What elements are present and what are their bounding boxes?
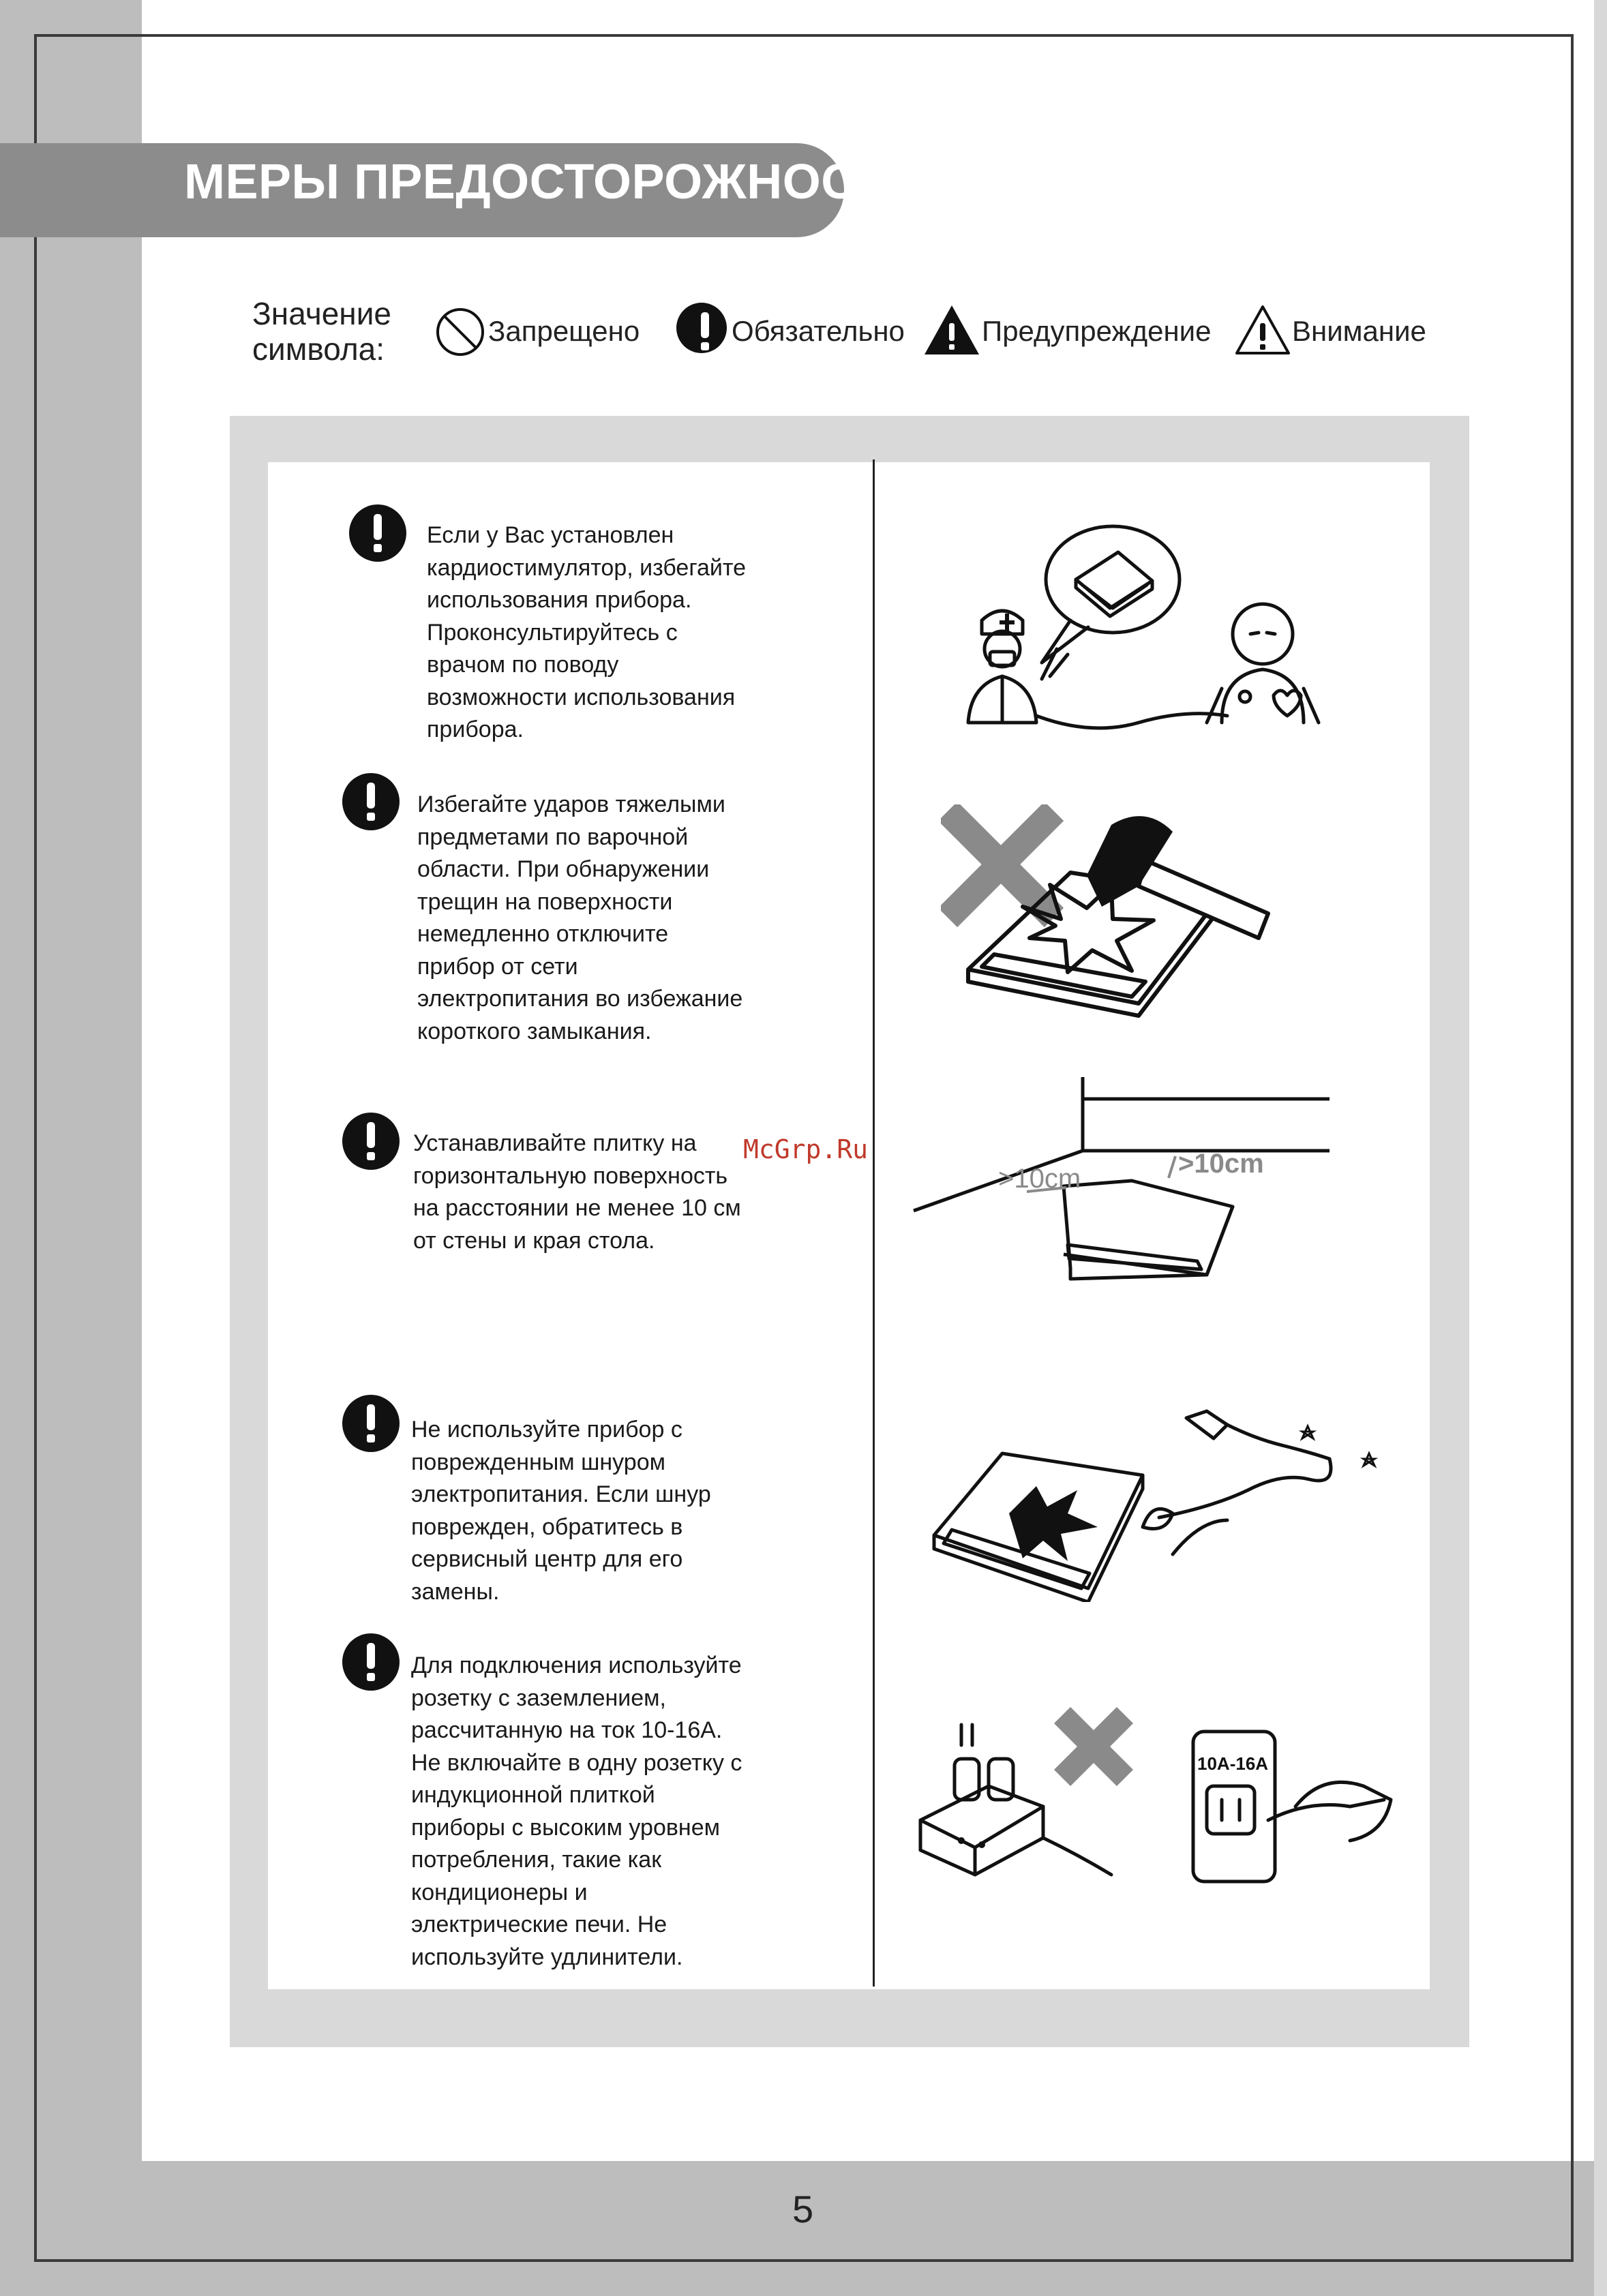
hammer-impact-illustration: [941, 804, 1295, 1029]
legend-warning-label: Предупреждение: [982, 315, 1212, 347]
mandatory-icon: [342, 1633, 400, 1691]
socket-usage-illustration: [914, 1704, 1418, 1909]
item-text-damaged-cord: Не используйте прибор с поврежденным шнуром электропитания. Если шнур поврежден, обратитесь в сервисный центр для его замены.: [411, 1417, 711, 1605]
mandatory-icon: [342, 773, 400, 830]
legend-prohibited-label: Запрещено: [488, 315, 640, 347]
mandatory-icon: [676, 303, 727, 353]
column-divider: [873, 459, 875, 1987]
item-text-pacemaker: Если у Вас установлен кардиостимулятор, избегайте использования прибора. Проконсультируйтесь с врачом по поводу возможности использования прибора.: [427, 522, 746, 742]
doctor-advice-illustration: [955, 518, 1336, 743]
distance-label-wall: >10cm: [998, 1164, 1081, 1194]
page-title: МЕРЫ ПРЕДОСТОРОЖНОСТИ: [184, 155, 922, 209]
watermark: McGrp.Ru: [743, 1134, 869, 1164]
prohibited-icon: [435, 307, 485, 357]
caution-icon: [1233, 303, 1293, 357]
damaged-cord-illustration: [927, 1398, 1405, 1602]
mandatory-icon: [349, 504, 406, 562]
right-side-strip: [1594, 0, 1607, 2296]
item-text-placement: Устанавливайте плитку на горизонтальную поверхность на расстоянии не менее 10 см от стены и края стола.: [413, 1130, 741, 1254]
socket-rating-label: 10A-16A: [1197, 1753, 1269, 1774]
warning-icon: [922, 303, 982, 357]
mandatory-icon: [342, 1395, 400, 1452]
legend-caution-label: Внимание: [1292, 315, 1426, 347]
page-number: 5: [792, 2188, 814, 2231]
distance-label-edge: >10cm: [1178, 1149, 1264, 1179]
legend-label: Значение символа:: [252, 296, 391, 367]
distance-clearance-illustration: [907, 1070, 1357, 1295]
item-text-impact: Избегайте ударов тяжелыми предметами по варочной области. При обнаружении трещин на поверхности немедленно отключите прибор от сети электропитания во избежание короткого замыкания.: [417, 791, 743, 1044]
legend-mandatory-label: Обязательно: [732, 315, 905, 347]
item-text-socket: Для подключения используйте розетку с заземлением, рассчитанную на ток 10-16А. Не включайте в одну розетку с индукционной плиткой приборы с высоким уровнем потребления, такие как кондиционеры и электрические печи. Не используйте удлинители.: [411, 1652, 742, 1970]
mandatory-icon: [342, 1113, 400, 1170]
